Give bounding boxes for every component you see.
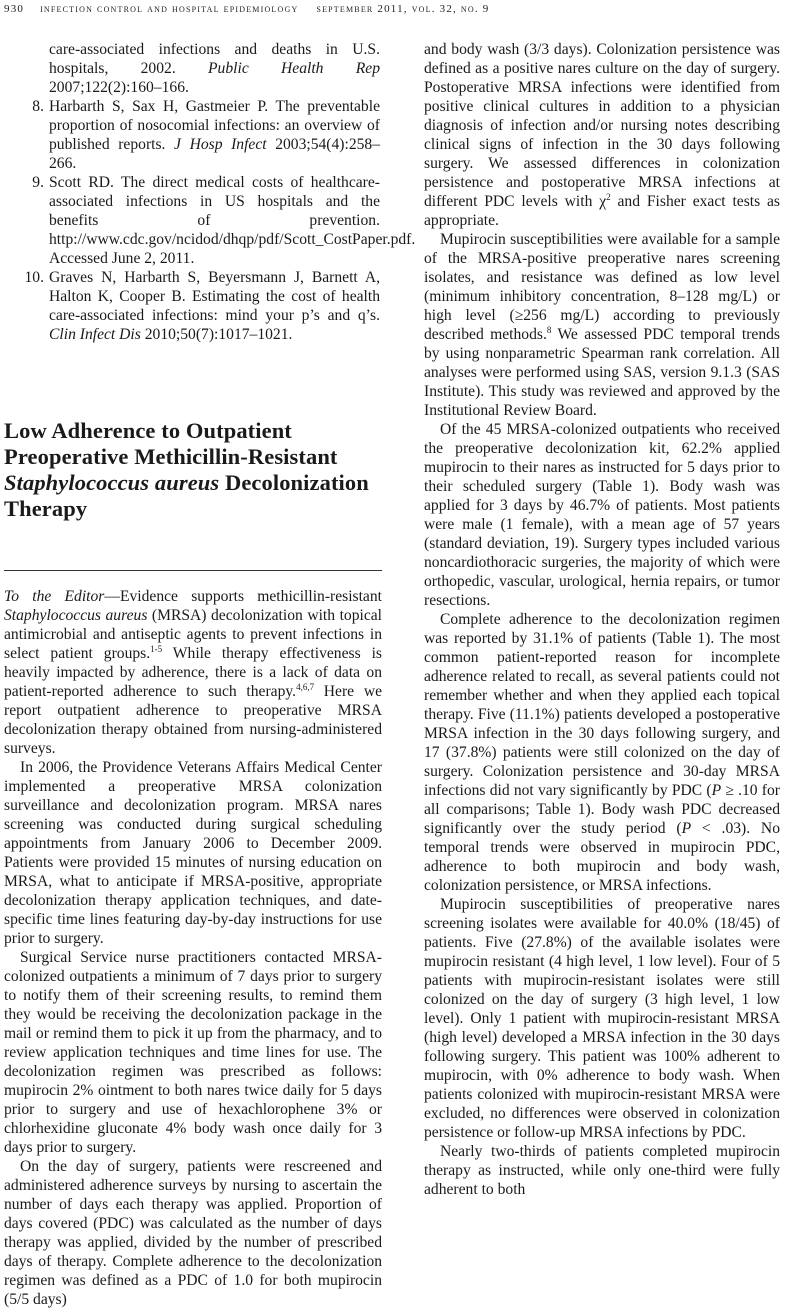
text-run: ≥ .10 for all comparisons; Table 1). Body wash PDC decreased significantly over the study period ( bbox=[424, 782, 780, 837]
right-column bbox=[424, 40, 780, 1199]
body-paragraph bbox=[424, 420, 780, 610]
body-paragraph bbox=[424, 610, 780, 895]
text-run: Low Adherence to Outpatient Preoperative Methicillin-Resistant bbox=[4, 418, 338, 469]
page-number: 930 bbox=[4, 3, 25, 15]
article-title bbox=[4, 418, 384, 522]
text-run: Scott RD. The direct medical costs of healthcare-associated infections in US hospitals and the benefits of prevention. http://www.cdc.gov/ncidod/dhqp/pdf/Scott_CostPaper.pdf. Accessed June 2, 2011. bbox=[49, 174, 416, 267]
text-run: Graves N, Harbarth S, Beyersmann J, Barnett A, Halton K, Cooper B. Estimating the cost of health care-associated infections: mind your p’s and q’s. bbox=[49, 269, 380, 324]
reference-number: 10. bbox=[24, 269, 44, 286]
body-paragraph bbox=[424, 230, 780, 420]
reference-item bbox=[24, 173, 416, 268]
body-paragraph bbox=[424, 1142, 780, 1199]
reference-item bbox=[24, 97, 380, 173]
issue-info: september 2011, vol. 32, no. 9 bbox=[316, 3, 490, 15]
text-run: On the day of surgery, patients were rescreened and administered adherence surveys by nursing to ascertain the number of days each therapy was applied. Proportion of days covered (PDC) was calculated as the number of days therapy was applied, divided by the number of prescribed days of therapy. Complete adherence to the decolonization regimen was defined as a PDC of 1.0 for both mupirocin (5/5 days) bbox=[4, 1158, 382, 1308]
left-column bbox=[4, 40, 416, 1309]
text-run: and body wash (3/3 days). Colonization persistence was defined as a positive nares culture on the day of surgery. Postoperative MRSA infections were identified from positive clinical cultures in addition to a physician diagnosis of infection and/or nursing notes describing clinical signs of infection in the 30 days following surgery. We assessed differences in colonization persistence and postoperative MRSA infections at different PDC levels with χ bbox=[424, 41, 780, 210]
title-divider bbox=[4, 570, 382, 571]
text-run: 2003;54(4):258–266. bbox=[49, 136, 381, 172]
text-run: and Fisher exact tests as appropriate. bbox=[424, 193, 781, 229]
text-run: Surgical Service nurse practitioners contacted MRSA-colonized outpatients a minimum of 7 days prior to surgery to notify them of their screening results, to remind them they would be receiving the decolonization package in the mail or remind them to pick it up from the pharmacy, and to review application techniques and time lines for use. The decolonization regimen was prescribed as follows: mupirocin 2% ointment to both nares twice daily for 5 days prior to surgery and use of hexachlorophene 3% or chlorhexidine gluconate 4% body wash once daily for 3 days prior to surgery. bbox=[4, 949, 382, 1156]
text-run: Harbarth S, Sax H, Gastmeier P. The preventable proportion of nosocomial infections: an overview of published reports. bbox=[49, 98, 380, 153]
body-paragraph bbox=[4, 948, 382, 1157]
citation-superscript: 8 bbox=[546, 325, 552, 335]
text-run: Here we report outpatient adherence to preoperative MRSA decolonization therapy obtained from nursing-administered surveys. bbox=[4, 683, 383, 757]
text-run: Mupirocin susceptibilities of preoperative nares screening isolates were available for 40.0% (18/45) of patients. Five (27.8%) of the available isolates were mupirocin resistant (4 high level, 1 low level). Four of 5 patients with mupirocin-resistant isolates were still colonized on the day of surgery (3 high level, 1 low level). Only 1 patient with mupirocin-resistant MRSA (high level) developed a MRSA infection in the 30 days following surgery. This patient was 100% adherent to mupirocin, with 0% adherence to body wash. When patients colonized with mupirocin-resistant MRSA were excluded, no differences were observed in colonization persistence or follow-up MRSA infections by PDC. bbox=[424, 896, 780, 1141]
reference-item bbox=[24, 268, 380, 344]
text-run: Nearly two-thirds of patients completed mupirocin therapy as instructed, while only one-third were fully adherent to both bbox=[424, 1143, 780, 1198]
body-paragraph bbox=[4, 587, 382, 758]
left-body-text bbox=[4, 587, 382, 1309]
body-paragraph bbox=[424, 40, 780, 230]
text-run: Complete adherence to the decolonization regimen was reported by 31.1% of patients (Table 1). The most common patient-reported reason for incomplete adherence related to recall, as several patients could not remember whether and when they applied each topical therapy. Five (11.1%) patients developed a postoperative MRSA infection in the 30 days following surgery, and 17 (37.8%) patients were still colonized on the day of surgery. Colonization persistence and 30-day MRSA infections did not vary significantly by PDC ( bbox=[424, 611, 780, 799]
italic-text: Staphylococcus aureus bbox=[4, 470, 220, 495]
text-run: 2010;50(7):1017–1021. bbox=[140, 326, 293, 343]
text-run: Decolonization Therapy bbox=[4, 470, 369, 521]
reference-number: 8. bbox=[32, 98, 44, 115]
italic-text: P bbox=[711, 782, 722, 799]
text-run: (MRSA) decolonization with topical antimicrobial and antiseptic agents to prevent infections in select patient groups. bbox=[4, 607, 382, 662]
text-run: Mupirocin susceptibilities were available for a sample of the MRSA-positive preoperative nares screening isolates, and resistance was defined as low level (minimum inhibitory concentration, 8–128 mg/L) or high level (≥256 mg/L) according to previously described methods. bbox=[424, 231, 780, 343]
italic-text: To the Editor bbox=[4, 588, 105, 605]
journal-name: infection control and hospital epidemiology bbox=[40, 3, 299, 15]
italic-text: Staphylococcus aureus bbox=[4, 607, 148, 624]
italic-text: Clin Infect Dis bbox=[49, 326, 141, 343]
italic-text: Public Health Rep bbox=[208, 60, 381, 77]
italic-text: J Hosp Infect bbox=[174, 136, 267, 153]
text-run: While therapy effectiveness is heavily impacted by adherence, there is a lack of data on patient-reported adherence to such therapy. bbox=[4, 645, 382, 700]
text-run: 2007;122(2):160–166. bbox=[49, 79, 189, 96]
text-run: care-associated infections and deaths in U.S. hospitals, 2002. bbox=[49, 41, 380, 77]
right-body-text bbox=[424, 40, 780, 1199]
reference-item bbox=[24, 40, 380, 97]
citation-superscript: 1-5 bbox=[150, 644, 163, 654]
text-run: Of the 45 MRSA-colonized outpatients who received the preoperative decolonization kit, 62.2% applied mupirocin to their nares as instructed for 5 days prior to their scheduled surgery (Table 1). Body wash was applied for 3 days by 46.7% of patients. Most patients were male (1 female), with a mean age of 57 years (standard deviation, 19). Surgery types included various noncardiothoracic surgeries, the majority of which were orthopedic, vascular, urological, hernia repairs, or tumor resections. bbox=[424, 421, 780, 609]
citation-superscript: 4,6,7 bbox=[296, 682, 315, 692]
running-head bbox=[4, 3, 490, 15]
text-run: —Evidence supports methicillin-resistant bbox=[104, 588, 382, 605]
text-run: < .03). No temporal trends were observed in mupirocin PDC, adherence to both mupirocin and body wash, colonization persistence, or MRSA infections. bbox=[424, 820, 780, 894]
reference-list bbox=[24, 40, 416, 344]
body-paragraph bbox=[4, 1157, 382, 1309]
body-paragraph bbox=[4, 758, 382, 948]
body-paragraph bbox=[424, 895, 780, 1142]
text-run: We assessed PDC temporal trends by using nonparametric Spearman rank correlation. All analyses were performed using SAS, version 9.1.3 (SAS Institute). This study was reviewed and approved by the Institutional Review Board. bbox=[424, 326, 780, 419]
text-run: In 2006, the Providence Veterans Affairs Medical Center implemented a preoperative MRSA colonization surveillance and decolonization program. MRSA nares screening was conducted during surgical scheduling appointments from January 2006 to December 2009. Patients were provided 15 minutes of nursing education on MRSA, what to anticipate if MRSA-positive, appropriate decolonization therapy application techniques, and date-specific time lines featuring day-by-day instructions for use prior to surgery. bbox=[4, 759, 382, 947]
reference-number: 9. bbox=[32, 174, 44, 191]
citation-superscript: 2 bbox=[606, 192, 611, 202]
italic-text: P bbox=[681, 820, 692, 837]
